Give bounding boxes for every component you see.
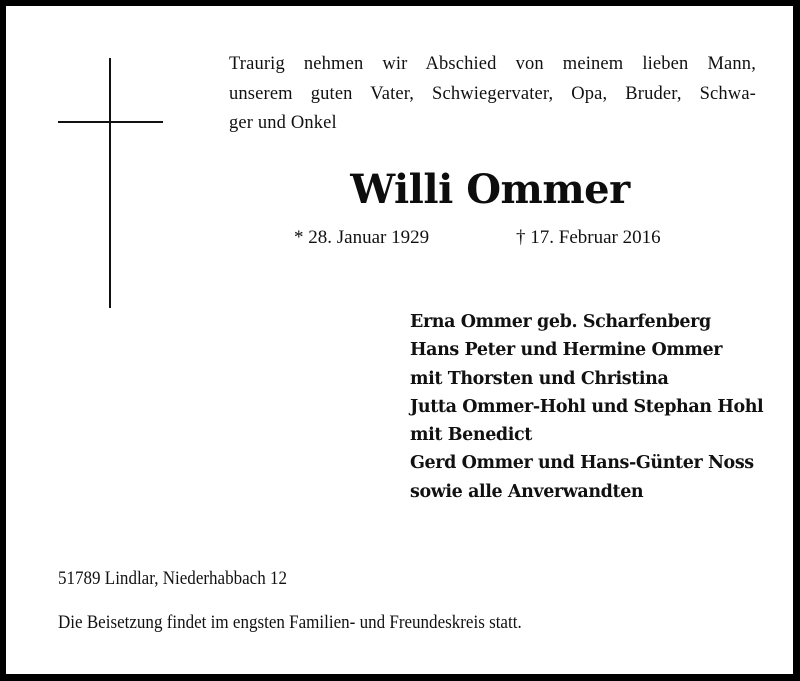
mourner-line: mit Benedict xyxy=(410,425,532,446)
birth-date: * 28. Januar 1929 xyxy=(294,227,430,248)
death-date: † 17. Februar 2016 xyxy=(516,227,661,248)
mourner-line: Hans Peter und Hermine Ommer xyxy=(410,340,723,361)
deceased-name: Willi Ommer xyxy=(350,166,630,213)
funeral-note: Die Beisetzung findet im engsten Familien- und Freundeskreis statt. xyxy=(58,613,522,633)
intro-paragraph xyxy=(229,50,756,139)
cross-horizontal-bar xyxy=(58,121,163,123)
mourner-line: Gerd Ommer und Hans-Günter Noss xyxy=(410,453,754,474)
mourner-line: Erna Ommer geb. Scharfenberg xyxy=(410,312,711,332)
intro-line: ger und Onkel xyxy=(229,113,337,133)
mourners-list xyxy=(410,308,763,506)
intro-line: unserem guten Vater, Schwiegervater, Opa, Bruder, Schwa- xyxy=(229,83,756,104)
address: 51789 Lindlar, Niederhabbach 12 xyxy=(58,569,288,589)
intro-line: Traurig nehmen wir Abschied von meinem lieben Mann, xyxy=(229,54,756,74)
mourner-line: mit Thorsten und Christina xyxy=(410,368,669,389)
mourner-line: sowie alle Anverwandten xyxy=(410,481,644,502)
mourner-line: Jutta Ommer-Hohl und Stephan Hohl xyxy=(410,396,764,417)
